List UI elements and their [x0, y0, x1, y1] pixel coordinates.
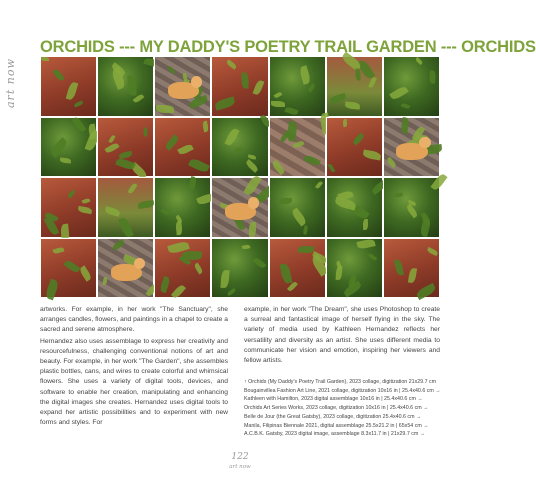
orchid-photo-tile: [383, 238, 440, 299]
orchid-photo-tile: [269, 238, 326, 299]
cat-photo-tile: [97, 238, 154, 299]
orchid-photo-tile: [211, 238, 268, 299]
body-paragraph: artworks. For example, in her work "The Sanctuary", she arranges candles, flowers, and paintings in a chapel to create a sacred and serene atmosphere.: [40, 306, 228, 334]
artwork-caption: Kathleen with Hamilton, 2023 digital assemblage 10x16 in | 25.4x40.6 cm →: [244, 396, 423, 403]
orchid-photo-tile: [326, 56, 383, 117]
body-paragraph: Hernandez also uses assemblage to express her creativity and resourcefulness, challenging conventional notions of art and beauty. For example, in her work "The Garden", she assembles plastic bottles, cans, and wires to create colorful and whimsical flowers. She uses a variety of digital tools, devices, and software to enable her creation, manipulating and enhancing the digital images she creates. Hernandez uses digital tools to expand her artistic possibilities and to experiment with new forms and styles. For: [40, 337, 228, 427]
body-text-left-column: [40, 305, 228, 429]
artwork-caption: Bougainvillea Fashion Art Line, 2021 collage, digitization 10x16 in | 25.4x40.6 cm →: [244, 387, 441, 394]
page-number: 122: [231, 452, 249, 462]
orchid-photo-tile: [154, 177, 211, 238]
orchid-photo-tile: [326, 238, 383, 299]
orchid-photo-tile: [211, 56, 268, 117]
orchid-photo-tile: [97, 56, 154, 117]
orchid-photo-tile: [383, 177, 440, 238]
artwork-caption: ↑ Orchids (My Daddy's Poetry Trail Garden), 2023 collage, digitization 21x29.7 cm: [244, 379, 437, 385]
orchid-photo-tile: [211, 117, 268, 178]
footer-section-label: art now: [229, 464, 251, 470]
cat-photo-tile: [383, 117, 440, 178]
page-headline: ORCHIDS --- MY DADDY'S POETRY TRAIL GARDEN --- ORCHIDS: [40, 38, 536, 56]
orchid-photo-tile: [269, 177, 326, 238]
orchid-photo-tile: [383, 56, 440, 117]
artwork-caption: A.C.B.K. Gatsby, 2023 digital image, assemblage 8.3x11.7 in | 21x29.7 cm →: [244, 431, 426, 438]
artwork-caption: Belle de Jour (the Great Gatsby), 2023 collage, digitization 25.4x40.6 cm →: [244, 413, 422, 420]
artwork-caption-list: [244, 378, 444, 439]
magazine-section-label: art now: [4, 58, 17, 108]
body-paragraph: example, in her work "The Dream", she uses Photoshop to create a surreal and fantastical image of herself flying in the sky. The variety of media used by Kathleen Hernandez reflects her versatility and diversity as an artist. She uses different media to communicate her vision and emotion, inspiring her viewers and fellow artists.: [244, 306, 440, 365]
orchid-photo-tile: [269, 117, 326, 178]
orchid-photo-tile: [326, 117, 383, 178]
artwork-caption: Orchids Art Series Works, 2023 collage, digitization 10x16 in | 25.4x40.6 cm →: [244, 405, 429, 412]
orchid-photo-tile: [154, 238, 211, 299]
orchid-photo-tile: [40, 177, 97, 238]
cat-photo-tile: [154, 56, 211, 117]
orchid-photo-tile: [40, 117, 97, 178]
orchid-photo-tile: [40, 238, 97, 299]
orchid-photo-tile: [269, 56, 326, 117]
cat-photo-tile: [211, 177, 268, 238]
body-text-right-column: [244, 305, 440, 367]
orchid-photo-collage: [40, 56, 440, 298]
orchid-photo-tile: [326, 177, 383, 238]
orchid-photo-tile: [97, 117, 154, 178]
artwork-caption: Manila, Filipinas Biennale 2021, digital assemblage 25.5x21.2 in | 65x54 cm →: [244, 422, 429, 429]
orchid-photo-tile: [97, 177, 154, 238]
orchid-photo-tile: [40, 56, 97, 117]
orchid-photo-tile: [154, 117, 211, 178]
